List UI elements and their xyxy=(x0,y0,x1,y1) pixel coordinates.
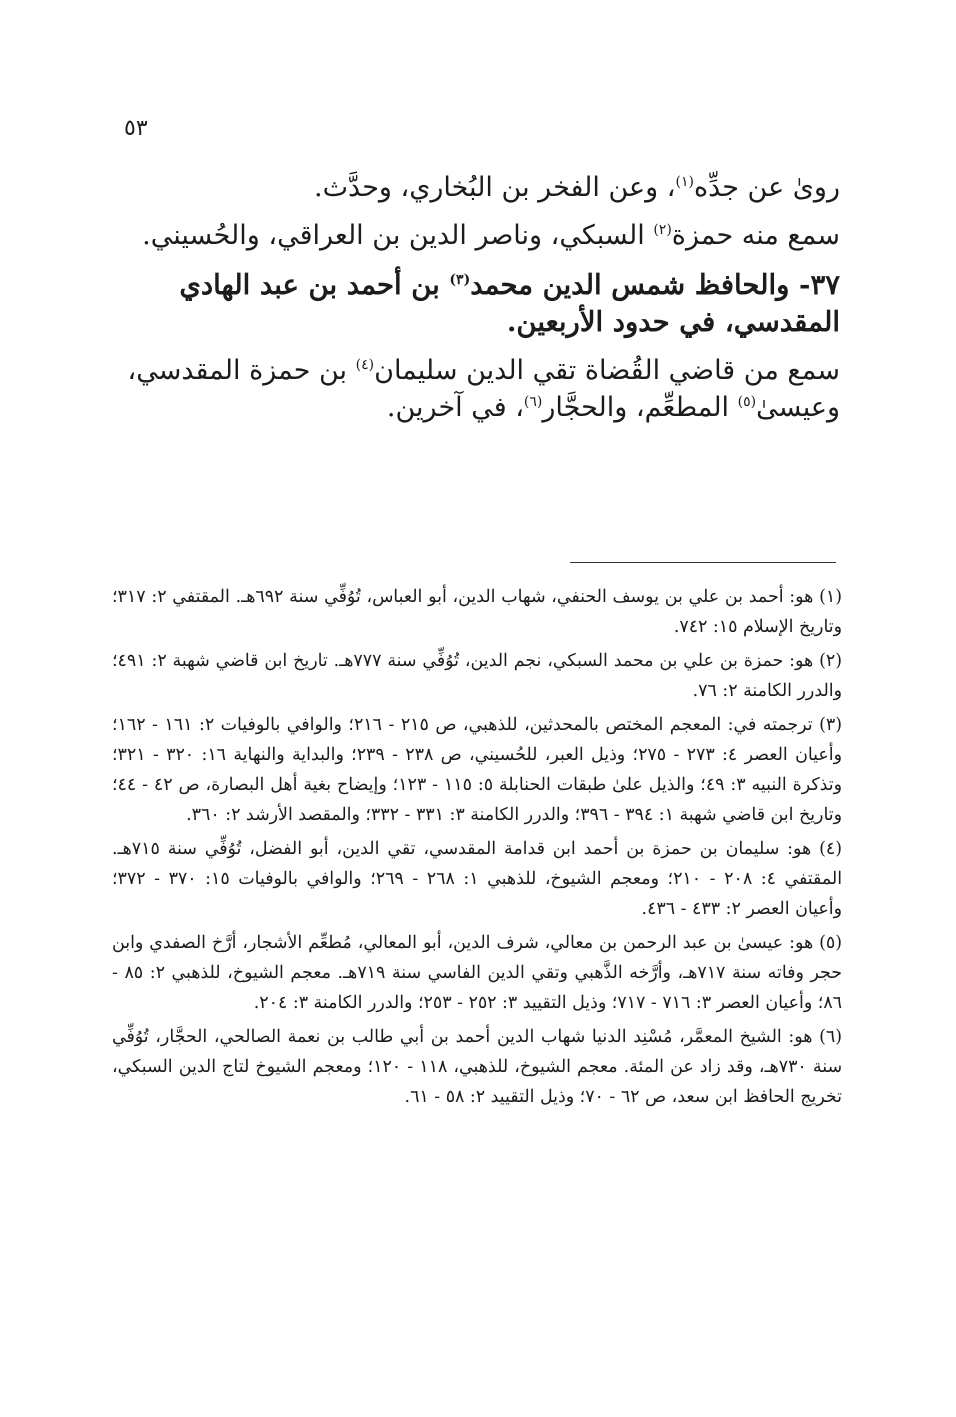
footnote-2: (٢) هو: حمزة بن علي بن محمد السبكي، نجم الدين، تُوُفِّي سنة ٧٧٧هـ. تاريخ ابن قاضي شهبة ٢: ٤٩١؛ والدرر الكامنة ٢: ٧٦. xyxy=(112,651,842,701)
text-run: ، وعن الفخر بن البُخاري، وحدَّث. xyxy=(314,172,676,203)
text-run: ٣٧- والحافظ شمس الدين محمد xyxy=(470,268,840,301)
footnote-ref-5[interactable]: (٥) xyxy=(737,393,757,410)
entry-37 xyxy=(110,267,840,341)
footnote-5: (٥) هو: عيسىٰ بن عبد الرحمن بن معالي، شرف الدين، أبو المعالي، مُطعِّم الأشجار، أرَّخ الصفدي وابن حجر وفاته سنة ٧١٧هـ، وأرَّخه الذَّهبي وتقي الدين الفاسي سنة ٧١٩هـ. معجم الشيوخ، للذهبي ٢: ٨٥ - ٨٦؛ وأعيان العصر ٣: ٧١٦ - ٧١٧؛ وذيل التقييد ٣: ٢٥٢ - ٢٥٣؛ والدرر الكامنة ٣: ٢٠٤. xyxy=(112,933,842,1013)
footnote-ref-6[interactable]: (٦) xyxy=(523,393,543,410)
text-run: روىٰ عن جدِّه xyxy=(693,172,840,203)
footnote-1: (١) هو: أحمد بن علي بن يوسف الحنفي، شهاب الدين، أبو العباس، تُوُفِّي سنة ٦٩٢هـ. المقتفي ٢: ٣١٧؛ وتاريخ الإسلام ١٥: ٧٤٢. xyxy=(112,587,842,637)
text-run: سمع منه حمزة xyxy=(671,220,840,252)
footnote-ref-2[interactable]: (٢) xyxy=(653,222,672,239)
footnote-3: (٣) ترجمته في: المعجم المختص بالمحدثين، للذهبي، ص ٢١٥ - ٢١٦؛ والوافي بالوفيات ٢: ١٦١ - ١٦٢؛ وأعيان العصر ٤: ٢٧٣ - ٢٧٥؛ وذيل العبر، للحُسيني، ص ٢٣٨ - ٢٣٩؛ والبداية والنهاية ١٦: ٣٢٠ - ٣٢١؛ وتذكرة النبيه ٣: ٤٩؛ والذيل علىٰ طبقات الحنابلة ٥: ١١٥ - ١٢٣؛ وإيضاح بغية أهل البصارة، ص ٤٢ - ٤٤؛ وتاريخ ابن قاضي شهبة ١: ٣٩٤ - ٣٩٦؛ والدرر الكامنة ٣: ٣٣١ - ٣٣٢؛ والمقصد الأرشد ٢: ٣٦٠. xyxy=(112,715,843,825)
text-run: ، في آخرين. xyxy=(386,391,524,423)
footnote-4: (٤) هو: سليمان بن حمزة بن أحمد ابن قدامة المقدسي، تقي الدين، أبو الفضل، تُوُفِّي سنة ٧١٥هـ. المقتفي ٤: ٢٠٨ - ٢١٠؛ ومعجم الشيوخ، للذهبي ١: ٢٦٨ - ٢٦٩؛ والوافي بالوفيات ١٥: ٣٧٠ - ٣٧٢؛ وأعيان العصر ٢: ٤٣٣ - ٤٣٦. xyxy=(112,839,843,919)
paragraph-2 xyxy=(110,218,840,254)
footnote-ref-3[interactable]: (٣) xyxy=(449,271,471,288)
text-run: بن أحمد بن عبد الهادي المقدسي، في حدود الأربعين. xyxy=(179,268,840,338)
main-text xyxy=(110,170,840,426)
paragraph-4 xyxy=(110,353,840,426)
footnotes xyxy=(112,582,842,1116)
text-run: سمع من قاضي القُضاة تقي الدين سليمان xyxy=(374,355,840,387)
page-number: ٥٣ xyxy=(124,116,148,141)
text-run: السبكي، وناصر الدين بن العراقي، والحُسيني. xyxy=(142,220,654,252)
text-run: بن حمزة المقدسي، وعيسىٰ xyxy=(127,355,840,423)
footnote-ref-4[interactable]: (٤) xyxy=(355,357,375,374)
footnote-6: (٦) هو: الشيخ المعمَّر، مُسْنِد الدنيا شهاب الدين أحمد بن أبي طالب بن نعمة الصالحي، الحجَّار، تُوُفِّي سنة ٧٣٠هـ، وقد زاد عن المئة. معجم الشيوخ، للذهبي، ١١٨ - ١٢٠؛ ومعجم الشيوخ لتاج الدين السبكي، تخريج الحافظ ابن سعد، ص ٦٢ - ٧٠؛ وذيل التقييد ٢: ٥٨ - ٦١. xyxy=(112,1027,843,1107)
paragraph-1 xyxy=(110,170,840,206)
footnote-ref-1[interactable]: (١) xyxy=(675,174,694,190)
footnote-divider xyxy=(570,562,836,563)
text-run: المطعِّم، والحجَّار xyxy=(542,391,738,423)
